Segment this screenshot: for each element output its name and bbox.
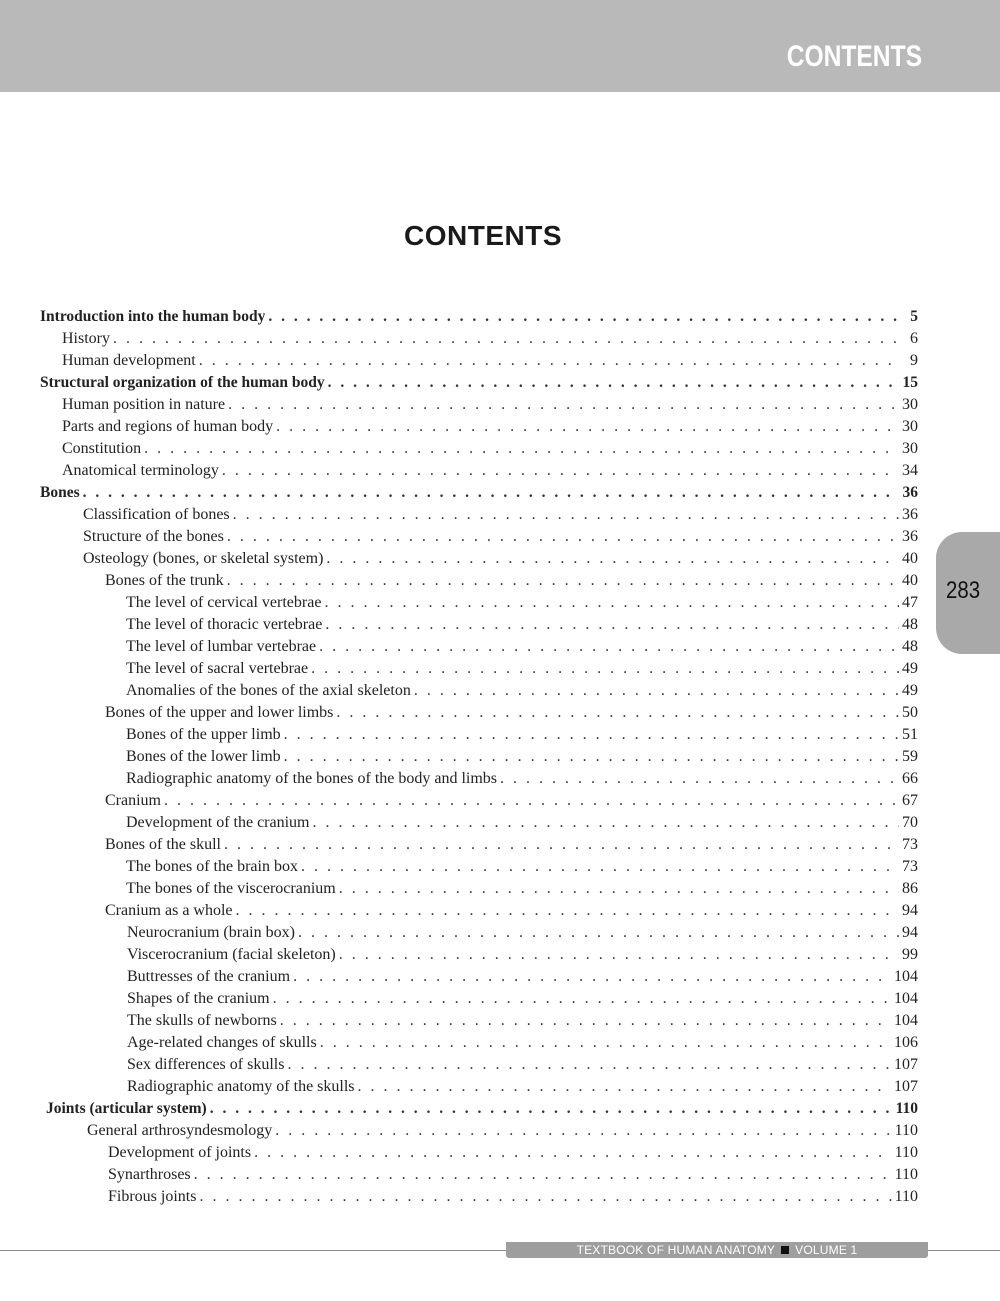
dot-leader [339, 878, 899, 900]
toc-entry-page: 99 [902, 946, 918, 963]
toc-entry-page: 94 [902, 924, 918, 941]
toc-entry-title: Radiographic anatomy of the bones of the body and limbs [126, 770, 498, 787]
toc-entry[interactable] [40, 328, 918, 350]
dot-leader [227, 570, 899, 592]
toc-entry[interactable] [40, 526, 918, 548]
page-number: 283 [946, 577, 981, 604]
toc-entry[interactable] [40, 878, 918, 900]
footer-bar [506, 1242, 928, 1258]
toc-entry-page: 36 [902, 484, 918, 501]
dot-leader [224, 834, 899, 856]
toc-entry[interactable] [40, 460, 918, 482]
dot-leader [83, 482, 899, 504]
toc-entry-title: Osteology (bones, or skeletal system) [83, 550, 324, 567]
dot-leader [328, 372, 899, 394]
toc-entry-title: General arthrosyndesmology [87, 1122, 273, 1139]
toc-entry[interactable] [40, 1120, 918, 1142]
toc-entry[interactable] [40, 1142, 918, 1164]
toc-entry-title: Structure of the bones [83, 528, 224, 545]
toc-entry-title: Buttresses of the cranium [127, 968, 291, 985]
toc-entry-title: Introduction into the human body [40, 308, 266, 325]
toc-entry-page: 51 [902, 726, 918, 743]
toc-entry-title: Classification of bones [83, 506, 230, 523]
toc-entry[interactable] [40, 394, 918, 416]
toc-entry[interactable] [40, 680, 918, 702]
toc-entry-title: Anomalies of the bones of the axial skeleton [126, 682, 411, 699]
toc-entry-page: 6 [910, 330, 918, 347]
toc-entry-title: Constitution [62, 440, 142, 457]
toc-entry[interactable] [40, 1010, 918, 1032]
toc-entry-page: 30 [902, 440, 918, 457]
toc-entry-page: 47 [902, 594, 918, 611]
toc-entry[interactable] [40, 504, 918, 526]
dot-leader [280, 1010, 891, 1032]
dot-leader [339, 944, 899, 966]
dot-leader [298, 922, 899, 944]
toc-entry-title: Bones of the trunk [105, 572, 224, 589]
square-bullet-icon [781, 1246, 789, 1254]
toc-entry-title: Bones of the skull [105, 836, 221, 853]
toc-entry-page: 48 [902, 616, 918, 633]
dot-leader [113, 328, 899, 350]
dot-leader [313, 812, 900, 834]
toc-entry-page: 15 [902, 374, 918, 391]
toc-entry[interactable] [40, 768, 918, 790]
toc-entry-page: 30 [902, 396, 918, 413]
toc-entry-page: 70 [902, 814, 918, 831]
dot-leader [199, 350, 899, 372]
toc-entry[interactable] [40, 372, 918, 394]
dot-leader [336, 702, 899, 724]
toc-entry-title: Radiographic anatomy of the skulls [127, 1078, 355, 1095]
toc-entry[interactable] [40, 306, 918, 328]
toc-entry[interactable] [40, 812, 918, 834]
toc-entry-page: 104 [894, 1012, 918, 1029]
toc-entry-page: 30 [902, 418, 918, 435]
toc-entry-page: 73 [902, 858, 918, 875]
toc-entry-page: 40 [902, 572, 918, 589]
toc-entry-title: The level of sacral vertebrae [126, 660, 309, 677]
toc-entry-page: 59 [902, 748, 918, 765]
dot-leader [311, 658, 899, 680]
toc-entry[interactable] [40, 988, 918, 1010]
dot-leader [414, 680, 899, 702]
toc-entry[interactable] [40, 1032, 918, 1054]
toc-entry-title: The skulls of newborns [127, 1012, 277, 1029]
toc-entry[interactable] [40, 702, 918, 724]
page-number-tab [936, 532, 1000, 654]
toc-entry-title: Bones of the upper limb [126, 726, 281, 743]
toc-entry-title: Neurocranium (brain box) [127, 924, 295, 941]
toc-entry-page: 104 [894, 990, 918, 1007]
toc-entry-page: 110 [895, 1100, 918, 1117]
dot-leader [210, 1098, 893, 1120]
dot-leader [358, 1076, 891, 1098]
toc-entry-page: 48 [902, 638, 918, 655]
toc-entry-page: 110 [894, 1122, 918, 1139]
toc-entry[interactable] [40, 1098, 918, 1120]
toc-entry-page: 107 [894, 1056, 918, 1073]
toc-entry-page: 73 [902, 836, 918, 853]
toc-entry[interactable] [40, 1164, 918, 1186]
toc-entry-page: 110 [894, 1144, 918, 1161]
dot-leader [275, 1120, 891, 1142]
toc-entry-page: 36 [902, 506, 918, 523]
toc-entry[interactable] [40, 614, 918, 636]
toc-entry[interactable] [40, 636, 918, 658]
dot-leader [319, 636, 899, 658]
toc-entry[interactable] [40, 834, 918, 856]
toc-entry-title: Human development [62, 352, 196, 369]
toc-entry-title: The bones of the brain box [126, 858, 298, 875]
page-title: CONTENTS [404, 220, 562, 251]
dot-leader [320, 1032, 891, 1054]
dot-leader [164, 790, 899, 812]
toc-entry-title: Human position in nature [62, 396, 226, 413]
toc-entry[interactable] [40, 548, 918, 570]
dot-leader [227, 526, 899, 548]
toc-entry-page: 110 [894, 1188, 918, 1205]
dot-leader [325, 614, 899, 636]
toc-entry[interactable] [40, 1054, 918, 1076]
toc-entry[interactable] [40, 658, 918, 680]
toc-entry-title: Age-related changes of skulls [127, 1034, 317, 1051]
dot-leader [324, 592, 899, 614]
toc-entry-title: History [62, 330, 110, 347]
toc-entry-title: Cranium [105, 792, 161, 809]
toc-entry-page: 50 [902, 704, 918, 721]
toc-entry-title: Shapes of the cranium [127, 990, 270, 1007]
toc-entry-page: 67 [902, 792, 918, 809]
toc-entry-title: Structural organization of the human body [40, 374, 325, 391]
toc-entry-page: 110 [894, 1166, 918, 1183]
dot-leader [301, 856, 899, 878]
toc-entry-title: Anatomical terminology [62, 462, 219, 479]
toc-entry[interactable] [40, 350, 918, 372]
header-title: CONTENTS [786, 40, 922, 73]
toc-entry-title: The level of thoracic vertebrae [126, 616, 323, 633]
toc-entry[interactable] [40, 900, 918, 922]
toc-entry-title: Development of joints [108, 1144, 252, 1161]
toc-entry-title: Development of the cranium [126, 814, 310, 831]
toc-entry[interactable] [40, 1186, 918, 1208]
toc-entry-page: 9 [910, 352, 918, 369]
toc-entry[interactable] [40, 922, 918, 944]
dot-leader [194, 1164, 892, 1186]
toc-entry[interactable] [40, 746, 918, 768]
toc-entry-page: 5 [910, 308, 918, 325]
toc-entry-title: Bones of the upper and lower limbs [105, 704, 334, 721]
toc-entry-page: 66 [902, 770, 918, 787]
toc-entry-title: Joints (articular system) [46, 1100, 207, 1117]
toc-entry-title: Synarthroses [108, 1166, 191, 1183]
toc-entry-page: 107 [894, 1078, 918, 1095]
toc-entry-title: Parts and regions of human body [62, 418, 274, 435]
toc-entry[interactable] [40, 1076, 918, 1098]
header-band [0, 0, 1000, 92]
toc-entry-page: 49 [902, 682, 918, 699]
toc-entry[interactable] [40, 944, 918, 966]
toc-entry-title: The bones of the viscerocranium [126, 880, 336, 897]
dot-leader [268, 306, 899, 328]
toc-entry[interactable] [40, 790, 918, 812]
toc-entry[interactable] [40, 482, 918, 504]
footer-volume: VOLUME 1 [795, 1243, 858, 1257]
toc-entry-title: Sex differences of skulls [127, 1056, 285, 1073]
toc-entry-title: Bones of the lower limb [126, 748, 281, 765]
toc-entry[interactable] [40, 966, 918, 988]
toc-entry[interactable] [40, 856, 918, 878]
toc-entry-page: 34 [902, 462, 918, 479]
dot-leader [276, 416, 899, 438]
toc-entry[interactable] [40, 592, 918, 614]
toc-entry-title: Viscerocranium (facial skeleton) [127, 946, 336, 963]
dot-leader [222, 460, 899, 482]
dot-leader [228, 394, 899, 416]
dot-leader [199, 1186, 891, 1208]
toc-entry-page: 86 [902, 880, 918, 897]
dot-leader [284, 724, 899, 746]
dot-leader [284, 746, 899, 768]
dot-leader [287, 1054, 891, 1076]
toc-entry-page: 40 [902, 550, 918, 567]
dot-leader [254, 1142, 892, 1164]
toc-entry-page: 94 [902, 902, 918, 919]
dot-leader [500, 768, 899, 790]
toc-entry-page: 36 [902, 528, 918, 545]
toc-entry-page: 49 [902, 660, 918, 677]
toc-entry-title: The level of cervical vertebrae [126, 594, 322, 611]
toc-entry-title: Bones [40, 484, 80, 501]
dot-leader [144, 438, 899, 460]
footer-book-title: TEXTBOOK OF HUMAN ANATOMY [576, 1243, 776, 1257]
toc-entry-title: Cranium as a whole [105, 902, 233, 919]
toc-entry[interactable] [40, 724, 918, 746]
toc-entry[interactable] [40, 416, 918, 438]
dot-leader [273, 988, 891, 1010]
dot-leader [326, 548, 899, 570]
dot-leader [233, 504, 899, 526]
toc-entry-title: Fibrous joints [108, 1188, 197, 1205]
toc-entry[interactable] [40, 570, 918, 592]
toc-entry-page: 104 [894, 968, 918, 985]
toc-entry-page: 106 [894, 1034, 918, 1051]
toc-entry[interactable] [40, 438, 918, 460]
toc-entry-title: The level of lumbar vertebrae [126, 638, 317, 655]
dot-leader [236, 900, 899, 922]
dot-leader [293, 966, 891, 988]
table-of-contents [40, 306, 918, 1208]
